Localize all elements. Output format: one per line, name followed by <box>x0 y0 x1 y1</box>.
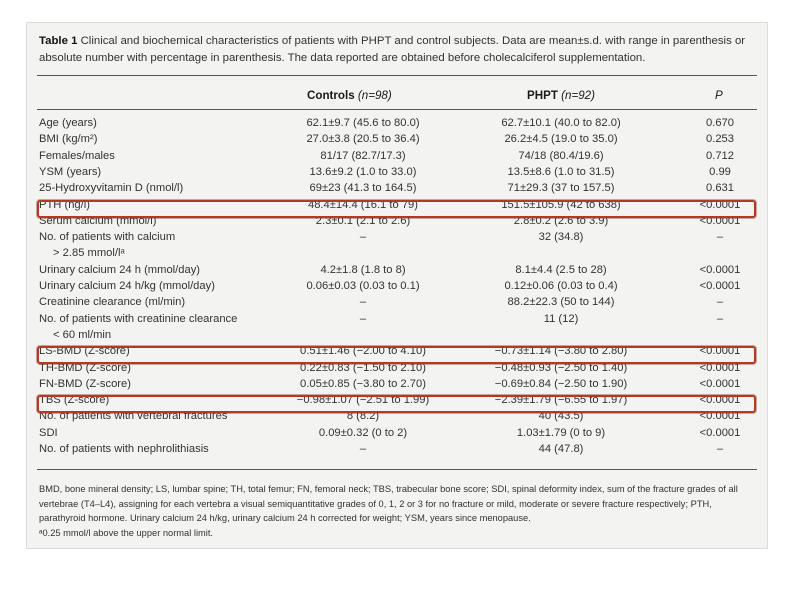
table-row <box>27 182 767 198</box>
row-p-value: <0.0001 <box>699 426 741 439</box>
row-phpt-value: −0.48±0.93 (−2.50 to 1.40) <box>494 361 628 374</box>
table-row <box>27 313 767 329</box>
row-label: Serum calcium (mmol/l) <box>39 214 157 227</box>
table-row <box>27 133 767 149</box>
row-phpt-value: 0.12±0.06 (0.03 to 0.4) <box>504 280 618 292</box>
table-row <box>27 443 767 459</box>
table-row <box>27 199 767 215</box>
row-phpt-value: 26.2±4.5 (19.0 to 35.0) <box>504 133 618 146</box>
row-p-value: 0.99 <box>709 165 731 178</box>
row-label: Creatinine clearance (ml/min) <box>39 296 186 309</box>
top-rule <box>37 75 757 76</box>
row-label: No. of patients with creatinine clearance <box>39 312 238 325</box>
row-controls-value: 4.2±1.8 (1.8 to 8) <box>320 263 406 276</box>
row-phpt-value: 8.1±4.4 (2.5 to 28) <box>515 263 607 276</box>
row-controls-value: 27.0±3.8 (20.5 to 36.4) <box>306 133 420 146</box>
header-phpt <box>527 89 595 102</box>
table-row <box>27 117 767 133</box>
row-controls-value: – <box>359 312 367 325</box>
table-caption <box>39 33 755 67</box>
row-label: FN-BMD (Z-score) <box>39 377 131 390</box>
row-p-value: 0.253 <box>706 133 734 146</box>
row-label: PTH (ng/l) <box>39 198 90 211</box>
row-phpt-value: 32 (34.8) <box>538 231 584 244</box>
row-p-value: 0.670 <box>706 117 734 129</box>
row-controls-value: 0.05±0.85 (−3.80 to 2.70) <box>300 377 426 390</box>
row-label: Urinary calcium 24 h (mmol/day) <box>39 263 201 276</box>
row-controls-value: – <box>359 296 367 309</box>
table-row <box>27 427 767 443</box>
row-phpt-value: 74/18 (80.4/19.6) <box>518 149 604 162</box>
row-phpt-value: 11 (12) <box>543 312 579 325</box>
row-phpt-value: −2.39±1.79 (−6.55 to 1.97) <box>494 394 628 407</box>
table-panel <box>26 22 768 549</box>
row-p-value: – <box>716 443 724 455</box>
footnote-a: ᵃ0.25 mmol/l above the upper normal limit. <box>39 527 213 538</box>
row-label: Age (years) <box>39 117 97 129</box>
header-p <box>715 89 723 102</box>
row-phpt-value: −0.69±0.84 (−2.50 to 1.90) <box>494 377 628 390</box>
row-phpt-value: 2.8±0.2 (2.6 to 3.9) <box>513 214 609 227</box>
row-p-value: – <box>716 312 724 325</box>
row-p-value: <0.0001 <box>699 198 741 211</box>
row-p-value: <0.0001 <box>699 280 741 292</box>
row-controls-value: 2.3±0.1 (2.1 to 2.6) <box>315 214 411 227</box>
row-controls-value: 0.22±0.83 (−1.50 to 2.10) <box>300 361 426 374</box>
bottom-rule <box>37 469 757 470</box>
row-label: TH-BMD (Z-score) <box>39 361 131 374</box>
row-p-value: – <box>716 231 724 244</box>
row-label: 25-Hydroxyvitamin D (nmol/l) <box>39 182 184 195</box>
row-controls-value: 81/17 (82.7/17.3) <box>320 149 406 162</box>
row-controls-value: 13.6±9.2 (1.0 to 33.0) <box>309 165 417 178</box>
row-label: SDI <box>39 426 58 439</box>
row-phpt-value: 151.5±105.9 (42 to 638) <box>501 198 621 211</box>
row-p-value: <0.0001 <box>699 361 741 374</box>
row-label: LS-BMD (Z-score) <box>39 345 130 358</box>
header-phpt-label: PHPT <box>527 89 558 102</box>
table-row <box>27 378 767 394</box>
table-row <box>27 345 767 361</box>
table-row <box>27 296 767 312</box>
row-controls-value: 8 (8.2) <box>346 410 380 423</box>
row-label: < 60 ml/min <box>53 328 112 341</box>
row-phpt-value: 88.2±22.3 (50 to 144) <box>507 296 615 309</box>
table-row <box>27 280 767 296</box>
row-controls-value: −0.98±1.07 (−2.51 to 1.99) <box>296 394 430 407</box>
row-p-value: <0.0001 <box>699 263 741 276</box>
row-controls-value: – <box>359 231 367 244</box>
table-caption-text: Clinical and biochemical characteristics of patients with PHPT and control subjects. Data are mean±s.d. with range in parenthesis or absolute number with percentage in parenthesis. The data reported are obtained before cholecalciferol supplementation. <box>39 35 746 64</box>
row-label: YSM (years) <box>39 165 102 178</box>
row-label: BMI (kg/m²) <box>39 133 98 146</box>
table-caption-label: Table 1 <box>39 35 78 47</box>
row-controls-value: 0.51±1.46 (−2.00 to 4.10) <box>300 345 426 358</box>
footnote-abbreviations: BMD, bone mineral density; LS, lumbar spine; TH, total femur; FN, femoral neck; TBS, trabecular bone score; SDI, spinal deformity index, sum of the fracture grades of all vertebrae (T4–L4), assigning for each vertebra a visual semiquantitative grades of 0, 1, 2 or 3 for no fracture or mild, moderate or severe fracture respectively; PTH, parathyroid hormone. Urinary calcium 24 h/kg, urinary calcium 24 h corrected for weight; YSM, years since menopause. <box>39 484 738 523</box>
row-label: Females/males <box>39 149 115 162</box>
row-phpt-value: 62.7±10.1 (40.0 to 82.0) <box>501 117 621 129</box>
table-footnote <box>39 482 755 540</box>
table-row <box>27 215 767 231</box>
row-phpt-value: 44 (47.8) <box>538 443 584 455</box>
row-p-value: 0.712 <box>706 149 734 162</box>
row-label: > 2.85 mmol/lᵃ <box>53 247 125 260</box>
table-row <box>27 362 767 378</box>
row-phpt-value: 40 (43.5) <box>538 410 584 423</box>
row-controls-value: 0.06±0.03 (0.03 to 0.1) <box>306 280 420 292</box>
row-p-value: – <box>716 296 724 309</box>
table-row <box>27 329 767 345</box>
header-rule <box>37 109 757 110</box>
row-controls-value: 62.1±9.7 (45.6 to 80.0) <box>306 117 420 129</box>
row-controls-value: 0.09±0.32 (0 to 2) <box>318 426 408 439</box>
row-label: TBS (Z-score) <box>39 394 110 407</box>
header-controls <box>307 89 392 102</box>
table-row <box>27 410 767 426</box>
row-label: No. of patients with calcium <box>39 231 176 244</box>
row-p-value: <0.0001 <box>699 214 741 227</box>
row-p-value: <0.0001 <box>699 394 741 407</box>
row-controls-value: – <box>359 443 367 455</box>
row-p-value: <0.0001 <box>699 410 741 423</box>
table-row <box>27 264 767 280</box>
row-label: No. of patients with nephrolithiasis <box>39 443 209 455</box>
table-row <box>27 166 767 182</box>
table-row <box>27 394 767 410</box>
row-controls-value: 48.4±14.4 (16.1 to 79) <box>307 198 418 211</box>
header-phpt-n: (n=92) <box>561 89 595 102</box>
table-row <box>27 247 767 263</box>
row-label: No. of patients with vertebral fractures <box>39 410 228 423</box>
row-label: Urinary calcium 24 h/kg (mmol/day) <box>39 280 215 292</box>
row-phpt-value: 1.03±1.79 (0 to 9) <box>516 426 606 439</box>
header-controls-label: Controls <box>307 89 355 102</box>
row-phpt-value: −0.73±1.14 (−3.80 to 2.80) <box>494 345 628 358</box>
row-p-value: <0.0001 <box>699 345 741 358</box>
row-p-value: 0.631 <box>706 182 734 195</box>
table-row <box>27 150 767 166</box>
header-p-label: P <box>715 89 723 102</box>
row-phpt-value: 71±29.3 (37 to 157.5) <box>507 182 615 195</box>
row-controls-value: 69±23 (41.3 to 164.5) <box>309 182 417 195</box>
row-p-value: <0.0001 <box>699 377 741 390</box>
row-phpt-value: 13.5±8.6 (1.0 to 31.5) <box>507 165 615 178</box>
header-controls-n: (n=98) <box>357 89 392 102</box>
table-row <box>27 231 767 247</box>
